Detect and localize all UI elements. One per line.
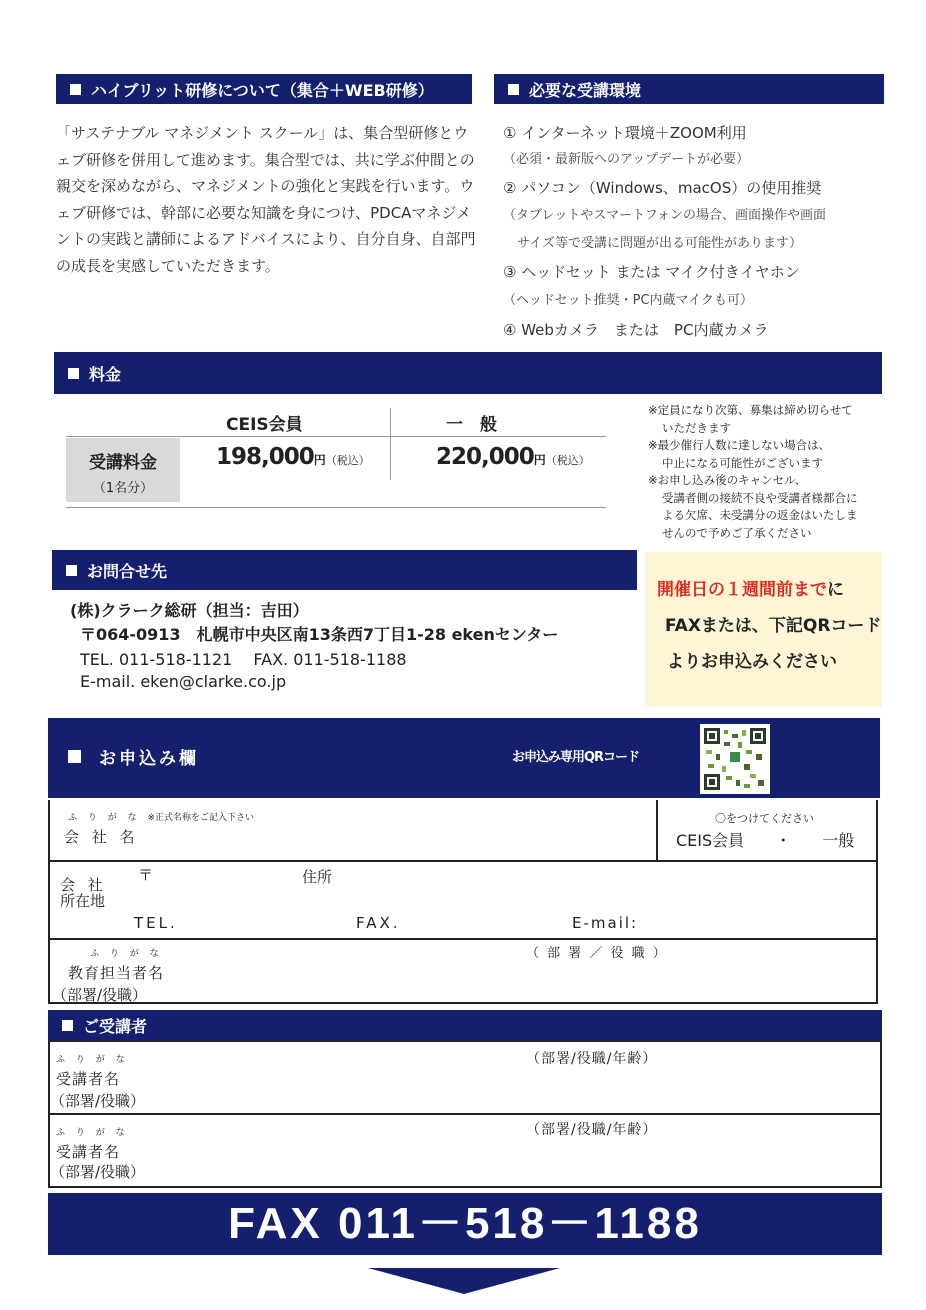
- arrow-down-icon: [368, 1268, 560, 1294]
- attendee-sub: （部署/役職）: [50, 1092, 146, 1110]
- edu-label: 教育担当者名: [68, 964, 165, 982]
- member-choice-dot: ・: [775, 831, 792, 850]
- company-row: [50, 800, 876, 862]
- qr-label: お申込み専用QRコード: [512, 750, 640, 765]
- tax-mark: （税込）: [325, 454, 370, 467]
- company-label: 会 社 名: [64, 828, 139, 846]
- env-item-3: ③ ヘッドセット または マイク付きイヤホン: [503, 263, 800, 281]
- contact-email[interactable]: E-mail. eken@clarke.co.jp: [80, 672, 287, 691]
- attendees-heading: ご受講者: [83, 1016, 148, 1036]
- fee-row-label-cell: [66, 438, 180, 502]
- square-bullet-icon: [62, 1020, 73, 1031]
- attendee-input[interactable]: [170, 1139, 870, 1179]
- env-item-2: ② パソコン（Windows、macOS）の使用推奨: [503, 179, 822, 197]
- application-heading-bar: [48, 718, 880, 798]
- fee-note: 受講者側の接続不良や受講者様都合に: [662, 490, 858, 505]
- fee-notes: [648, 402, 884, 542]
- deadline-red-tail: に: [827, 580, 844, 600]
- fee-divider-h: [66, 436, 606, 437]
- fee-note: せんので予めご了承ください: [662, 525, 812, 540]
- fee-note: よる欠席、未受講分の返金はいたしま: [662, 508, 858, 522]
- fee-divider-bottom: [66, 507, 606, 508]
- hybrid-heading: ハイブリット研修について（集合＋WEB研修）: [91, 80, 434, 100]
- fee-col-member: CEIS会員: [226, 415, 303, 435]
- fee-note: ※最少催行人数に達しない場合は、: [648, 438, 831, 452]
- attendee-ruby: ふ り が な: [56, 1128, 129, 1138]
- yen-mark: 円: [313, 453, 326, 467]
- contact-company: (株)クラーク総研（担当：吉田）: [70, 601, 309, 620]
- attendee-row: [50, 1115, 880, 1186]
- address-label-2: 所在地: [60, 892, 106, 910]
- fax-banner: [48, 1193, 882, 1255]
- fee-table: [66, 404, 606, 510]
- deadline-line-2: FAXまたは、下記QRコード: [665, 616, 882, 636]
- square-bullet-icon: [66, 565, 77, 576]
- ruby-text: ふ り が な: [68, 813, 141, 823]
- hybrid-heading-bar: [56, 74, 472, 104]
- address-input[interactable]: [330, 868, 870, 908]
- attendee-label: 受講者名: [56, 1143, 121, 1161]
- attendee-dept: （部署/役職/年齢）: [526, 1122, 658, 1138]
- fee-heading: 料金: [89, 364, 122, 384]
- env-item-1: ① インターネット環境＋ZOOM利用: [503, 124, 747, 142]
- fax-label: FAX.: [356, 914, 401, 932]
- qr-code-icon[interactable]: [700, 724, 770, 794]
- attendees-heading-bar: [48, 1010, 882, 1040]
- address-field-label: 住所: [302, 868, 333, 886]
- edu-ruby: ふ り が な: [90, 949, 163, 959]
- company-note: ※正式名称をご記入下さい: [147, 813, 255, 823]
- tel-label: TEL.: [134, 914, 178, 932]
- yen-mark: 円: [533, 453, 546, 467]
- edu-sub: （部署/役職）: [52, 986, 148, 1004]
- fax-banner-text[interactable]: FAX 011－518－1188: [228, 1199, 702, 1248]
- contact-heading-bar: [52, 550, 637, 590]
- postal-mark: 〒: [138, 866, 154, 884]
- attendee-ruby: ふ り が な: [56, 1055, 129, 1065]
- application-form: [48, 800, 878, 1004]
- deadline-line-1: [657, 572, 882, 608]
- fee-heading-bar: [54, 352, 882, 394]
- square-bullet-icon: [508, 84, 519, 95]
- deadline-line-3: よりお申込みください: [667, 652, 837, 672]
- fee-note: 中止になる可能性がございます: [662, 455, 823, 470]
- fee-row-sub: （1名分）: [92, 481, 154, 496]
- member-note: 〇をつけてください: [715, 812, 814, 825]
- application-heading-wrap: [68, 744, 199, 769]
- attendee-row: [50, 1042, 880, 1115]
- fee-general-price: [436, 444, 590, 470]
- attendee-sub: （部署/役職）: [50, 1163, 146, 1181]
- contact-address: 〒064-0913 札幌市中央区南13条西7丁目1-28 ekenセンター: [80, 625, 559, 644]
- fee-note: いただきます: [662, 420, 731, 435]
- member-divider: [656, 800, 658, 860]
- email-label: E-mail:: [572, 914, 639, 932]
- fee-note: ※お申し込み後のキャンセル、: [648, 473, 807, 487]
- address-label-1: 会 社: [60, 876, 107, 894]
- env-item-2-sub2: サイズ等で受講に問題が出る可能性があります）: [517, 236, 802, 251]
- fee-member-price: [216, 444, 370, 470]
- fee-col-general: 一 般: [446, 415, 497, 435]
- env-item-3-sub: （ヘッドセット推奨・PC内蔵マイクも可）: [503, 293, 754, 308]
- tax-mark: （税込）: [545, 454, 590, 467]
- member-choice-ceis[interactable]: CEIS会員: [676, 831, 745, 850]
- environment-heading: 必要な受講環境: [529, 80, 642, 100]
- environment-heading-bar: [494, 74, 884, 104]
- member-choice[interactable]: [676, 828, 854, 851]
- general-price-value: 220,000: [436, 444, 534, 470]
- fee-divider-v: [390, 408, 391, 480]
- attendee-dept: （部署/役職/年齢）: [526, 1051, 658, 1067]
- address-row: [50, 862, 876, 940]
- edu-dept: （ 部 署 ／ 役 職 ）: [526, 946, 668, 961]
- member-price-value: 198,000: [216, 444, 314, 470]
- hybrid-body: 「サステナブル マネジメント スクール」は、集合型研修とウェブ研修を併用して進めます。集合型では、共に学ぶ仲間との親交を深めながら、マネジメントの強化と実践を行います。ウェブ研修では、幹部に必要な知識を身につけ、PDCAマネジメントの実践と講師によるアドバイスにより、自分自身、自部門の成長を実感していただきます。: [56, 124, 476, 275]
- square-bullet-icon: [70, 84, 81, 95]
- square-bullet-icon: [68, 368, 79, 379]
- attendees-form: [48, 1040, 882, 1188]
- member-choice-general[interactable]: 一般: [822, 831, 855, 850]
- contact-tel-fax: TEL. 011-518-1121 FAX. 011-518-1188: [80, 650, 407, 669]
- edu-row: [50, 940, 876, 1002]
- environment-list: [503, 120, 883, 344]
- deadline-box: [645, 552, 882, 707]
- application-heading: お申込み欄: [99, 749, 199, 769]
- edu-input[interactable]: [190, 960, 870, 998]
- deadline-red: 開催日の１週間前まで: [657, 580, 827, 600]
- company-input[interactable]: [170, 822, 650, 856]
- env-item-4: ④ Webカメラ または PC内蔵カメラ: [503, 321, 769, 339]
- fee-note: ※定員になり次第、募集は締め切らせて: [648, 403, 853, 417]
- attendee-label: 受講者名: [56, 1070, 121, 1088]
- env-item-2-sub: （タブレットやスマートフォンの場合、画面操作や画面: [503, 208, 827, 223]
- square-bullet-icon: [68, 750, 81, 763]
- fee-row-label: 受講料金: [89, 453, 157, 473]
- attendee-input[interactable]: [170, 1066, 870, 1108]
- env-item-1-sub: （必須・最新版へのアップデートが必要）: [503, 152, 750, 167]
- contact-heading: お問合せ先: [87, 561, 168, 581]
